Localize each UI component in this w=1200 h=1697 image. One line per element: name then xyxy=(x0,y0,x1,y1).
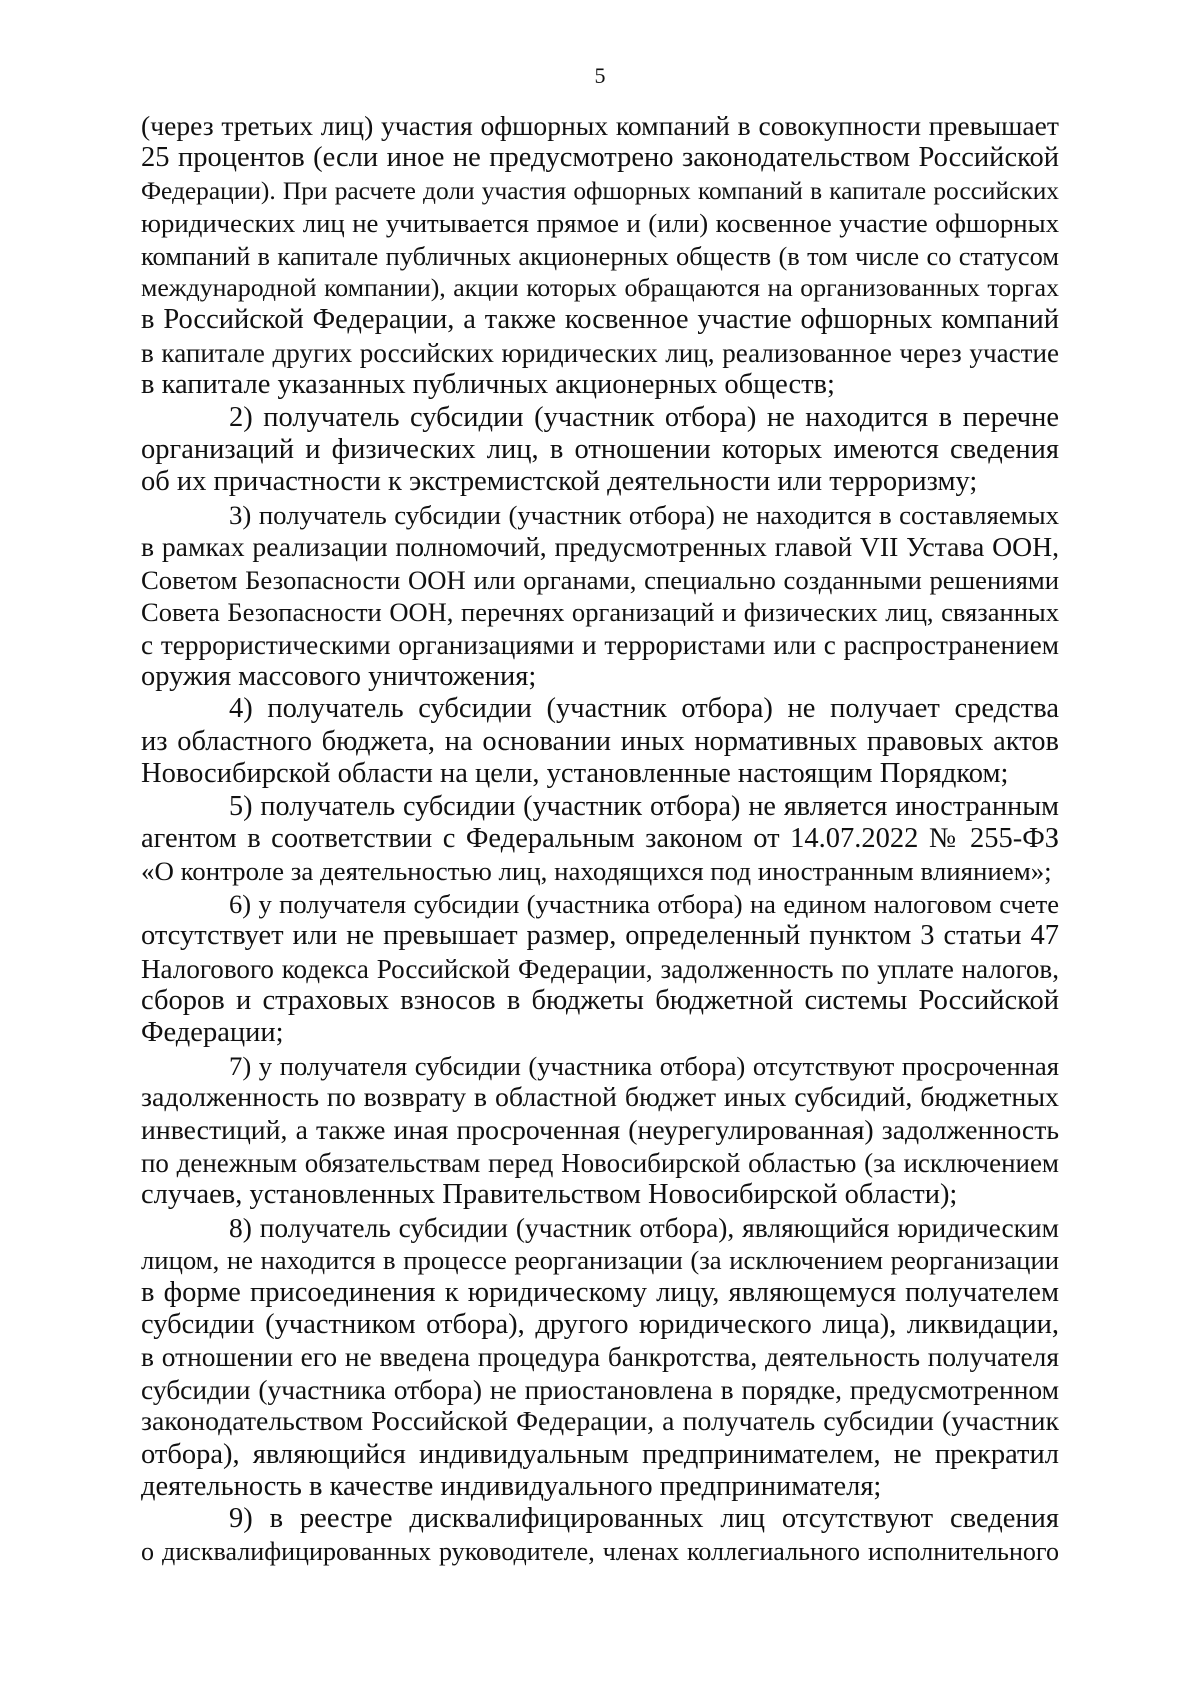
text-line: сборов и страховых взносов в бюджеты бюджетной системы Российской xyxy=(141,984,1059,1016)
page-number: 5 xyxy=(594,63,606,88)
text-line: в форме присоединения к юридическому лицу, являющемуся получателем xyxy=(141,1276,1059,1308)
text-line: оружия массового уничтожения; xyxy=(141,660,537,692)
text-line: в отношении его не введена процедура банкротства, деятельность получателя xyxy=(141,1342,1059,1373)
text-line: международной компании), акции которых обращаются на организованных торгах xyxy=(141,273,1059,303)
text-line: с террористическими организациями и террористами или с распространением xyxy=(141,629,1059,660)
text-line: задолженность по возврату в областной бюджет иных субсидий, бюджетных xyxy=(141,1082,1059,1114)
text-line: в Российской Федерации, а также косвенное участие офшорных компаний xyxy=(141,304,1059,336)
text-line: отсутствует или не превышает размер, определенный пунктом 3 статьи 47 xyxy=(141,920,1059,952)
text-line: из областного бюджета, на основании иных нормативных правовых актов xyxy=(141,725,1059,757)
text-line: в рамках реализации полномочий, предусмотренных главой VII Устава ООН, xyxy=(141,531,1059,563)
paragraph-first-line: 9) в реестре дисквалифицированных лиц отсутствуют сведения xyxy=(229,1503,1059,1535)
text-line: в капитале указанных публичных акционерных обществ; xyxy=(141,369,835,401)
paragraph-first-line: 6) у получателя субсидии (участника отбора) на едином налоговом счете xyxy=(229,888,1059,919)
text-line: об их причастности к экстремистской деятельности или терроризму; xyxy=(141,466,978,498)
text-line: субсидии (участником отбора), другого юридического лица), ликвидации, xyxy=(141,1309,1059,1341)
text-line: субсидии (участника отбора) не приостановлена в порядке, предусмотренном xyxy=(141,1374,1059,1405)
text-line: отбора), являющийся индивидуальным предпринимателем, не прекратил xyxy=(141,1438,1059,1470)
paragraph-first-line: 5) получатель субсидии (участник отбора) не является иностранным xyxy=(229,790,1059,822)
text-line: агентом в соответствии с Федеральным законом от 14.07.2022 № 255-ФЗ xyxy=(141,822,1059,854)
text-line: о дисквалифицированных руководителе, членах коллегиального исполнительного xyxy=(141,1536,1059,1566)
paragraph-first-line: 2) получатель субсидии (участник отбора) не находится в перечне xyxy=(229,401,1059,433)
text-line: лицом, не находится в процессе реорганизации (за исключением реорганизации xyxy=(141,1245,1059,1276)
text-line: деятельность в качестве индивидуального предпринимателя; xyxy=(141,1471,882,1503)
paragraph-first-line: 7) у получателя субсидии (участника отбора) отсутствуют просроченная xyxy=(229,1050,1059,1081)
paragraph-first-line: 4) получатель субсидии (участник отбора) не получает средства xyxy=(229,693,1059,725)
document-body xyxy=(141,110,1059,1568)
text-line: юридических лиц не учитывается прямое и (или) косвенное участие офшорных xyxy=(141,208,1059,239)
text-line: Совета Безопасности ООН, перечнях организаций и физических лиц, связанных xyxy=(141,597,1059,628)
text-line: Федерации; xyxy=(141,1017,284,1049)
text-line: Федерации). При расчете доли участия офшорных компаний в капитале российских xyxy=(141,176,1059,205)
text-line: случаев, установленных Правительством Новосибирской области); xyxy=(141,1179,958,1211)
paragraph-first-line: 8) получатель субсидии (участник отбора), являющийся юридическим xyxy=(229,1212,1059,1243)
paragraph-first-line: 3) получатель субсидии (участник отбора) не находится в составляемых xyxy=(229,499,1059,530)
text-line: по денежным обязательствам перед Новосибирской областью (за исключением xyxy=(141,1148,1059,1178)
text-line: Налогового кодекса Российской Федерации, задолженность по уплате налогов, xyxy=(141,953,1059,984)
text-line: 25 процентов (если иное не предусмотрено законодательством Российской xyxy=(141,142,1059,174)
text-line: Советом Безопасности ООН или органами, специально созданными решениями xyxy=(141,564,1059,595)
text-line: «О контроле за деятельностью лиц, находящихся под иностранным влиянием»; xyxy=(141,856,1052,887)
text-line: организаций и физических лиц, в отношении которых имеются сведения xyxy=(141,434,1059,466)
text-line: Новосибирской области на цели, установленные настоящим Порядком; xyxy=(141,758,1009,790)
text-line: (через третьих лиц) участия офшорных компаний в совокупности превышает xyxy=(141,110,1059,141)
text-line: в капитале других российских юридических лиц, реализованное через участие xyxy=(141,337,1059,368)
text-line: компаний в капитале публичных акционерных обществ (в том числе со статусом xyxy=(141,240,1059,271)
text-line: инвестиций, а также иная просроченная (неурегулированная) задолженность xyxy=(141,1114,1059,1146)
text-line: законодательством Российской Федерации, а получатель субсидии (участник xyxy=(141,1406,1059,1438)
